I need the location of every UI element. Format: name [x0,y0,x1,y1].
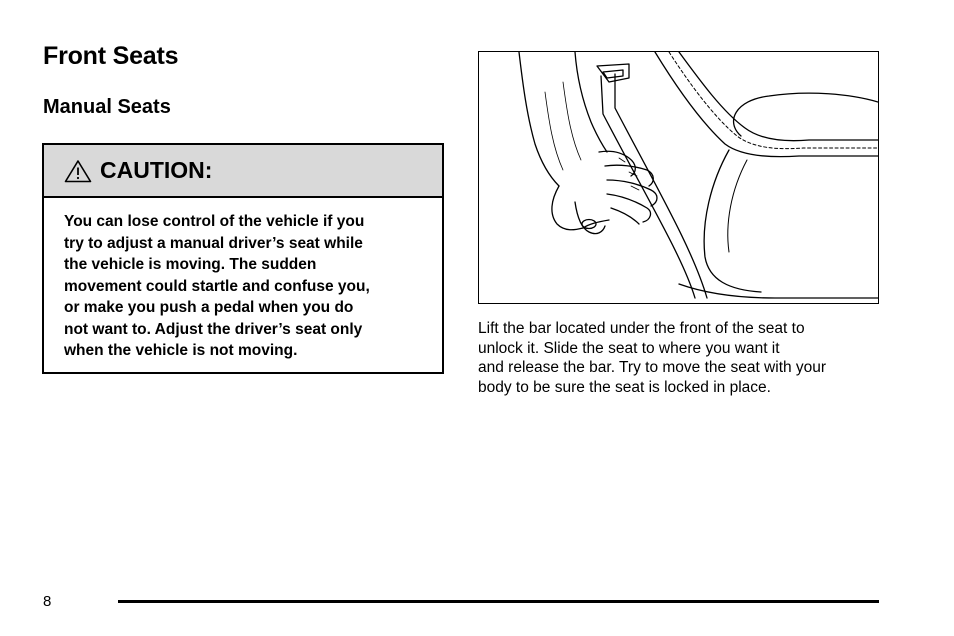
page-title: Front Seats [43,42,179,70]
caution-label: CAUTION: [100,157,213,183]
warning-triangle-icon [64,159,92,183]
caution-line: movement could startle and confuse you, [64,277,370,295]
instruction-caption [478,319,826,397]
caution-line: try to adjust a manual driver’s seat while [64,234,363,252]
caution-line: You can lose control of the vehicle if you [64,213,365,230]
caption-line: Lift the bar located under the front of the seat to [478,320,805,337]
caution-header [44,145,442,198]
caution-line: not want to. Adjust the driver’s seat only [64,320,363,338]
section-subtitle: Manual Seats [43,96,171,118]
caution-line: the vehicle is moving. The sudden [64,256,317,273]
footer-rule [118,600,879,603]
caption-line: unlock it. Slide the seat to where you want it [478,339,780,357]
hand-lifting-seat-bar-illustration [479,52,878,303]
caption-line: body to be sure the seat is locked in place. [478,378,771,396]
caution-text [44,198,442,362]
caption-line: and release the bar. Try to move the seat with your [478,359,827,376]
caution-box [42,143,444,374]
caution-line: when the vehicle is not moving. [64,342,298,359]
caution-line: or make you push a pedal when you do [64,299,354,316]
page-number: 8 [43,593,52,610]
seat-illustration-frame [478,51,879,304]
